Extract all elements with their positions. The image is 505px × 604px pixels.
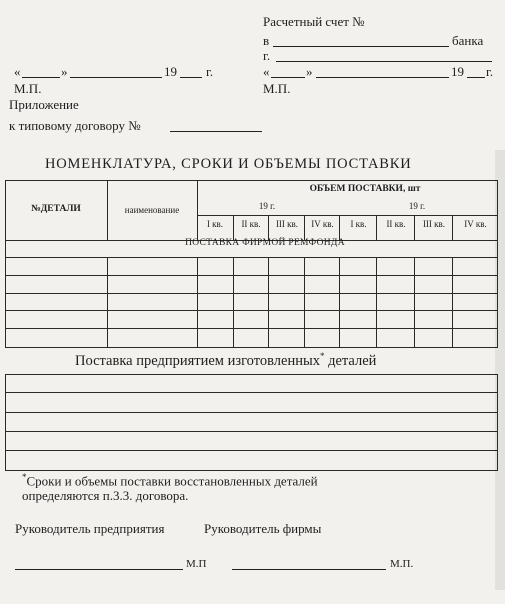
footnote-asterisk: * bbox=[22, 472, 27, 482]
quarter-4-right: IV кв. bbox=[464, 219, 487, 229]
quarter-2-right: II кв. bbox=[386, 219, 406, 229]
stamp-left: М.П. bbox=[14, 81, 42, 96]
signature-right-stamp: М.П. bbox=[390, 558, 414, 570]
col-part-number-header: №ДЕТАЛИ bbox=[31, 204, 81, 214]
section-label: ПОСТАВКА ФИРМОЙ РЕМФОНДА bbox=[185, 238, 345, 248]
subtitle-asterisk: * bbox=[319, 351, 325, 361]
date-left-year-line bbox=[180, 77, 202, 78]
quarter-1-right: I кв. bbox=[350, 219, 367, 229]
table-row bbox=[6, 258, 498, 276]
year-left-label: 19 г. bbox=[258, 201, 276, 211]
bank-name-line bbox=[273, 46, 449, 47]
signature-left-stamp: М.П bbox=[186, 558, 207, 570]
signature-right-title: Руководитель фирмы bbox=[204, 521, 322, 536]
contract-number-line bbox=[170, 131, 262, 132]
quarter-2-left: II кв. bbox=[241, 219, 261, 229]
date-right-year-prefix: 19 bbox=[451, 64, 464, 79]
signature-left-line bbox=[15, 569, 183, 570]
city-line bbox=[276, 61, 492, 62]
appendix-line-1: Приложение bbox=[9, 97, 79, 112]
stamp-right: М.П. bbox=[263, 81, 291, 96]
table-row bbox=[6, 375, 498, 393]
signature-right-line bbox=[232, 569, 386, 570]
quarter-4-left: IV кв. bbox=[311, 219, 334, 229]
table-row bbox=[6, 451, 498, 471]
year-right-label: 19 г. bbox=[408, 201, 426, 211]
quarter-1-left: I кв. bbox=[206, 219, 224, 229]
date-right-year-line bbox=[467, 77, 485, 78]
signature-left-title: Руководитель предприятия bbox=[15, 521, 165, 536]
date-right-year-suffix: г. bbox=[486, 64, 494, 79]
page-title: НОМЕНКЛАТУРА, СРОКИ И ОБЪЕМЫ ПОСТАВКИ bbox=[45, 156, 412, 172]
table-row bbox=[6, 311, 498, 329]
account-label: Расчетный счет № bbox=[263, 14, 365, 29]
footnote-line-2: определяются п.3.3. договора. bbox=[22, 488, 189, 503]
table-row bbox=[6, 413, 498, 432]
date-left-quote-close: » bbox=[61, 64, 68, 79]
city-label: г. bbox=[263, 48, 271, 63]
subtitle-text-after: деталей bbox=[328, 352, 377, 369]
col-name-header: наименование bbox=[124, 205, 180, 215]
date-left-year-prefix: 19 bbox=[164, 64, 177, 79]
appendix-line-2: к типовому договору № bbox=[9, 118, 141, 133]
date-left-quote-open: « bbox=[14, 64, 21, 79]
footnote-text-1: Сроки и объемы поставки восстановленных деталей bbox=[26, 473, 318, 489]
table-row bbox=[6, 276, 498, 294]
date-right-quote-open: « bbox=[263, 64, 270, 79]
footnote-line-1 bbox=[22, 472, 318, 489]
table-row bbox=[6, 432, 498, 451]
quarter-3-right: III кв. bbox=[422, 219, 446, 229]
quarter-3-left: III кв. bbox=[275, 219, 299, 229]
bank-in-label: в bbox=[263, 33, 270, 48]
subtitle-text: Поставка предприятием изготовленных bbox=[75, 352, 320, 369]
table-row bbox=[6, 293, 498, 311]
date-left-month-line bbox=[70, 77, 162, 78]
table-row bbox=[6, 393, 498, 413]
date-left-year-suffix: г. bbox=[206, 64, 214, 79]
subtitle bbox=[75, 351, 376, 370]
volume-header: ОБЪЕМ ПОСТАВКИ, шт bbox=[309, 184, 421, 194]
date-right-quote-close: » bbox=[306, 64, 313, 79]
bank-label: банка bbox=[452, 33, 484, 48]
date-right-day-line bbox=[271, 77, 305, 78]
manufactured-parts-table bbox=[5, 374, 498, 471]
table-row bbox=[6, 329, 498, 348]
date-right-month-line bbox=[316, 77, 449, 78]
date-left-day-line bbox=[22, 77, 60, 78]
